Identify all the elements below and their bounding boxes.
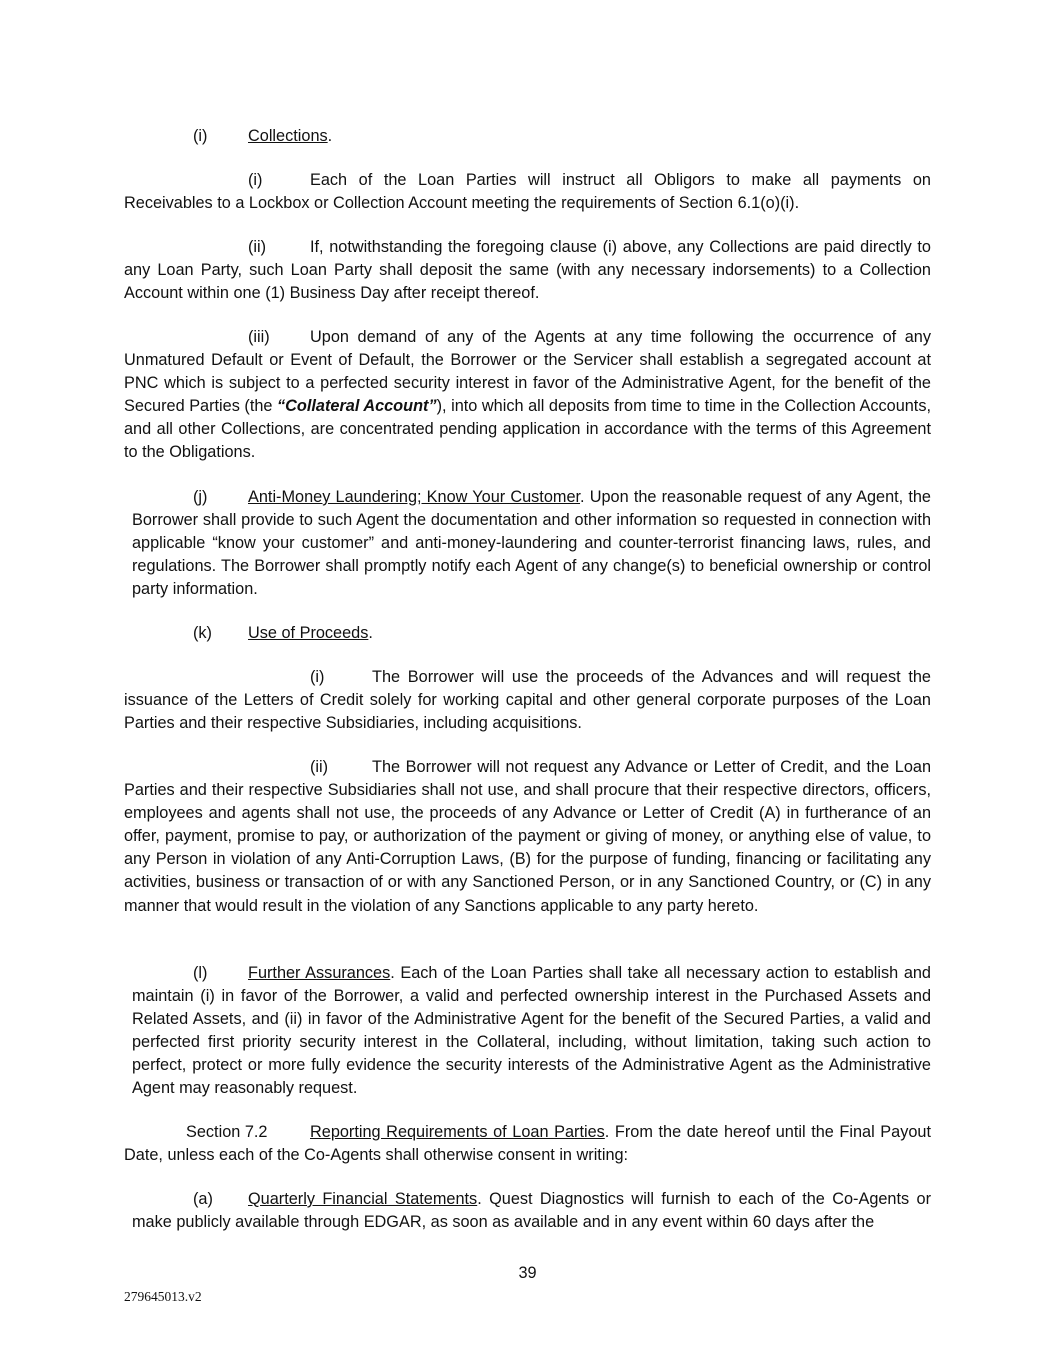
section-l-number: (l) [193, 964, 208, 982]
clause-number: (ii) [248, 238, 267, 256]
clause-text: The Borrower will not request any Advance or Letter of Credit, and the Loan Parties and their respective Subsidiaries shall not use, and shall procure that their respective directors, officers, employees and agents shall not use, the proceeds of any Advance or Letter of Credit (A) in furtherance of an offer, payment, promise to pay, or authorization of the payment or giving of money, or anything else of value, to any Person in violation of any Anti-Corruption Laws, (B) for the purpose of funding, financing or facilitating any activities, business or transaction of or with any Sanctioned Person, or in any Sanctioned Country, or (C) in any manner that would result in the violation of any Sanctions applicable to any party hereto. [124, 758, 931, 915]
section-k-heading: Use of Proceeds. [248, 624, 373, 642]
section-l-title: Further Assurances [248, 964, 391, 982]
section-j [132, 486, 931, 601]
proceeds-clause-i [124, 666, 931, 735]
collections-clause-ii [124, 236, 931, 305]
clause-number: (iii) [248, 328, 270, 346]
section-a-text: . Quest Diagnostics will furnish to each of the Co-Agents or make publicly available through EDGAR, as soon as available and in any event within 60 days after the [132, 1190, 931, 1232]
section-7-2-title: Reporting Requirements of Loan Parties [310, 1123, 605, 1141]
section-a [132, 1188, 931, 1234]
clause-text-a: Upon demand of any of the Agents at any time following the occurrence of any Unmatured Default or Event of Default, the Borrower or the Servicer shall establish a segregated account at PNC which is subject to a perfected security interest in favor of the Administrative Agent, for the benefit of the Secured Parties (the [124, 328, 931, 416]
clause-number: (ii) [310, 758, 329, 776]
section-7-2 [124, 1121, 931, 1167]
clause-text: Each of the Loan Parties will instruct all Obligors to make all payments on Receivables to a Lockbox or Collection Account meeting the requirements of Section 6.1(o)(i). [124, 171, 931, 213]
clause-number: (i) [310, 668, 325, 686]
section-i-title: Collections [248, 127, 328, 145]
section-i-heading: Collections. [248, 127, 333, 145]
collections-clause-iii [124, 326, 931, 465]
collections-clause-i [124, 169, 931, 215]
section-7-2-number: Section 7.2 [186, 1123, 268, 1141]
section-k-number: (k) [193, 624, 212, 642]
clause-text: The Borrower will use the proceeds of the Advances and will request the issuance of the Letters of Credit solely for working capital and other general corporate purposes of the Loan Parties and their respective Subsidiaries, including acquisitions. [124, 668, 931, 733]
section-j-text: . Upon the reasonable request of any Agent, the Borrower shall provide to such Agent the documentation and other information so requested in connection with applicable “know your customer” and anti-money-laundering and counter-terrorist financing laws, rules, and regulations. The Borrower shall promptly notify each Agent of any change(s) to beneficial ownership or control party information. [132, 488, 931, 599]
document-id: 279645013.v2 [124, 1289, 202, 1304]
section-a-title: Quarterly Financial Statements [248, 1190, 478, 1208]
section-a-number: (a) [193, 1190, 213, 1208]
clause-number: (i) [248, 171, 263, 189]
section-l-text: . Each of the Loan Parties shall take all necessary action to establish and maintain (i) in favor of the Borrower, a valid and perfected ownership interest in the Purchased Assets and Related Assets, and (ii) in favor of the Administrative Agent for the benefit of the Secured Parties, a valid and perfected first priority security interest in the Collateral, including, without limitation, taking such action to perfect, protect or more fully evidence the security interests of the Administrative Agent as the Administrative Agent may reasonably request. [132, 964, 931, 1098]
section-j-title: Anti-Money Laundering; Know Your Customer [248, 488, 581, 506]
section-l [132, 962, 931, 1101]
clause-text: If, notwithstanding the foregoing clause (i) above, any Collections are paid directly to any Loan Party, such Loan Party shall deposit the same (with any necessary indorsements) to a Collection Account within one (1) Business Day after receipt thereof. [124, 238, 931, 303]
section-j-number: (j) [193, 488, 208, 506]
proceeds-clause-ii [124, 756, 931, 918]
clause-text-b: ), into which all deposits from time to time in the Collection Accounts, and all other Collections, are concentrated pending application in accordance with the terms of this Agreement to the Obligations. [124, 397, 931, 462]
section-7-2-text: . From the date hereof until the Final Payout Date, unless each of the Co-Agents shall otherwise consent in writing: [124, 1123, 931, 1165]
page-number: 39 [518, 1264, 537, 1282]
defined-term-collateral-account: “Collateral Account” [277, 397, 437, 416]
section-k-title: Use of Proceeds [248, 624, 369, 642]
section-i-number: (i) [193, 127, 208, 145]
